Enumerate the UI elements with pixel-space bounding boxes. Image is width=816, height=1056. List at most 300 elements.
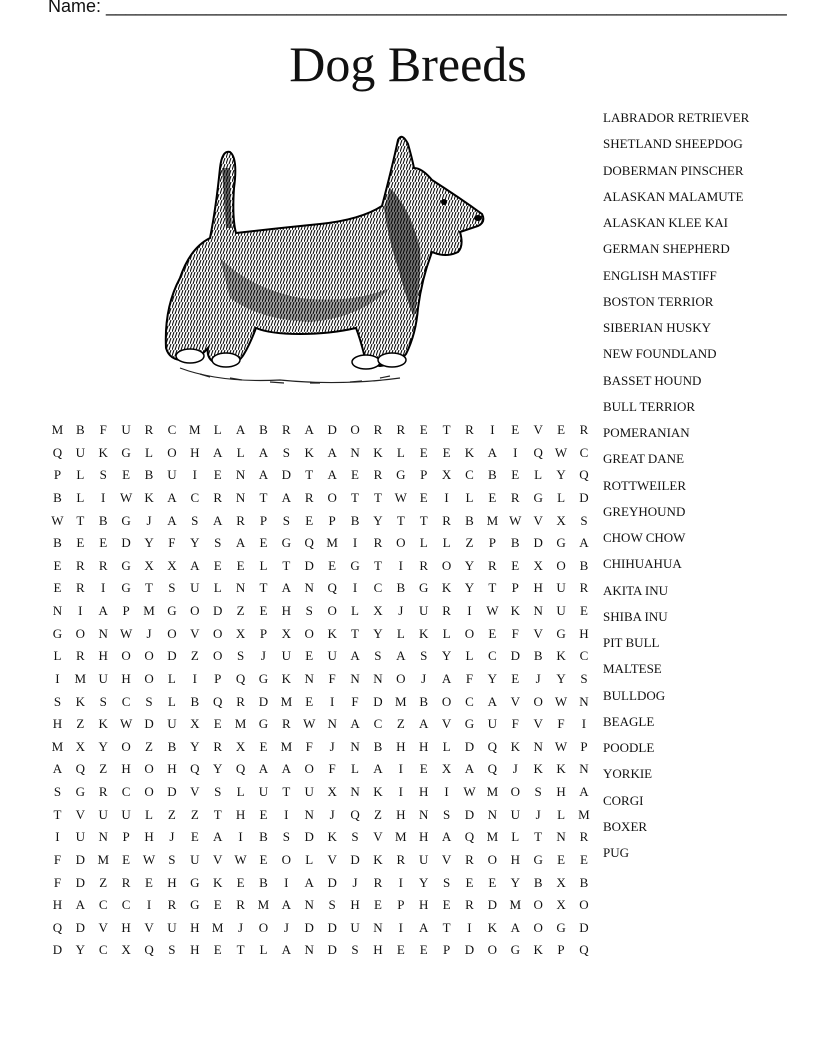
grid-letter[interactable]: R — [98, 784, 108, 799]
grid-letter[interactable]: T — [373, 489, 382, 505]
grid-letter[interactable]: H — [121, 670, 131, 686]
grid-letter[interactable]: Y — [98, 738, 108, 754]
grid-letter[interactable]: A — [396, 648, 406, 664]
grid-letter[interactable]: A — [419, 919, 429, 935]
grid-letter[interactable]: L — [396, 444, 405, 460]
grid-letter[interactable]: M — [578, 806, 590, 822]
grid-letter[interactable]: M — [97, 851, 109, 867]
grid-letter[interactable]: A — [98, 603, 108, 618]
grid-letter[interactable]: N — [556, 829, 566, 845]
grid-letter[interactable]: T — [236, 942, 245, 958]
grid-letter[interactable]: N — [350, 738, 360, 754]
grid-letter[interactable]: B — [190, 693, 200, 709]
grid-letter[interactable]: K — [373, 444, 383, 460]
grid-letter[interactable]: S — [214, 535, 222, 551]
grid-letter[interactable]: D — [464, 942, 475, 958]
grid-letter[interactable]: C — [121, 897, 131, 913]
grid-letter[interactable]: I — [238, 829, 243, 845]
grid-letter[interactable]: W — [463, 784, 476, 799]
grid-letter[interactable]: U — [258, 784, 269, 799]
grid-letter[interactable]: X — [235, 625, 246, 641]
grid-letter[interactable]: S — [282, 512, 290, 528]
grid-letter[interactable]: L — [145, 806, 153, 822]
grid-letter[interactable]: U — [556, 580, 566, 596]
grid-letter[interactable]: O — [441, 693, 452, 709]
grid-letter[interactable]: D — [167, 648, 177, 664]
grid-letter[interactable]: S — [214, 784, 222, 799]
grid-letter[interactable]: S — [236, 648, 245, 664]
grid-letter[interactable]: P — [420, 467, 428, 483]
grid-letter[interactable]: U — [75, 444, 86, 460]
grid-letter[interactable]: H — [373, 942, 383, 958]
grid-letter[interactable]: Y — [441, 648, 452, 664]
grid-letter[interactable]: I — [101, 489, 106, 505]
grid-letter[interactable]: W — [119, 489, 133, 505]
grid-letter[interactable]: X — [327, 784, 337, 799]
grid-letter[interactable]: S — [374, 648, 382, 664]
grid-letter[interactable]: H — [167, 761, 177, 777]
grid-letter[interactable]: L — [465, 648, 474, 664]
grid-letter[interactable]: R — [282, 716, 291, 732]
grid-letter[interactable]: T — [488, 580, 497, 596]
grid-letter[interactable]: E — [557, 851, 566, 867]
grid-letter[interactable]: E — [442, 444, 451, 460]
grid-letter[interactable]: Q — [350, 806, 360, 822]
grid-letter[interactable]: E — [213, 557, 222, 573]
grid-letter[interactable]: A — [327, 467, 337, 483]
grid-letter[interactable]: E — [76, 535, 85, 551]
grid-letter[interactable]: G — [556, 535, 566, 551]
grid-letter[interactable]: N — [98, 625, 108, 641]
grid-letter[interactable]: E — [419, 942, 428, 958]
grid-letter[interactable]: K — [533, 942, 543, 958]
grid-letter[interactable]: P — [122, 829, 130, 845]
grid-letter[interactable]: A — [281, 580, 292, 596]
grid-letter[interactable]: L — [396, 625, 405, 641]
grid-letter[interactable]: T — [442, 422, 451, 437]
grid-letter[interactable]: G — [510, 942, 520, 958]
grid-letter[interactable]: L — [167, 693, 176, 709]
grid-letter[interactable]: H — [190, 919, 200, 935]
grid-letter[interactable]: X — [167, 557, 177, 573]
grid-letter[interactable]: O — [281, 851, 292, 867]
grid-letter[interactable]: T — [53, 806, 62, 822]
grid-letter[interactable]: E — [53, 557, 62, 573]
grid-letter[interactable]: M — [395, 829, 407, 845]
grid-letter[interactable]: E — [511, 422, 520, 437]
grid-letter[interactable]: L — [534, 467, 543, 483]
grid-letter[interactable]: W — [554, 693, 568, 709]
grid-letter[interactable]: C — [98, 897, 108, 913]
grid-letter[interactable]: E — [213, 942, 222, 958]
grid-letter[interactable]: A — [167, 512, 177, 528]
grid-letter[interactable]: E — [53, 580, 62, 596]
grid-letter[interactable]: N — [419, 806, 429, 822]
grid-letter[interactable]: I — [444, 489, 449, 505]
grid-letter[interactable]: R — [144, 422, 154, 437]
grid-letter[interactable]: W — [509, 512, 522, 528]
grid-letter[interactable]: T — [213, 806, 222, 822]
grid-letter[interactable]: P — [442, 942, 451, 958]
grid-letter[interactable]: A — [281, 761, 292, 777]
grid-letter[interactable]: G — [556, 625, 566, 641]
grid-letter[interactable]: N — [98, 829, 108, 845]
grid-letter[interactable]: R — [76, 648, 85, 664]
grid-letter[interactable]: F — [328, 670, 336, 686]
grid-letter[interactable]: F — [53, 874, 62, 890]
grid-letter[interactable]: Z — [190, 648, 199, 664]
grid-letter[interactable]: E — [259, 535, 268, 551]
grid-letter[interactable]: G — [350, 557, 360, 573]
grid-letter[interactable]: V — [441, 716, 452, 732]
grid-letter[interactable]: G — [52, 625, 63, 641]
grid-letter[interactable]: S — [328, 897, 336, 913]
grid-letter[interactable]: I — [513, 444, 518, 460]
grid-letter[interactable]: T — [145, 580, 153, 596]
grid-letter[interactable]: A — [579, 784, 589, 799]
grid-letter[interactable]: O — [556, 557, 566, 573]
grid-letter[interactable]: L — [213, 422, 222, 437]
grid-letter[interactable]: R — [76, 580, 85, 596]
grid-letter[interactable]: R — [304, 489, 314, 505]
grid-letter[interactable]: I — [398, 919, 403, 935]
grid-letter[interactable]: W — [486, 603, 499, 618]
grid-letter[interactable]: K — [510, 603, 520, 618]
grid-letter[interactable]: I — [146, 897, 152, 913]
grid-letter[interactable]: R — [465, 897, 474, 913]
grid-letter[interactable]: M — [211, 919, 224, 935]
grid-letter[interactable]: N — [350, 444, 360, 460]
grid-letter[interactable]: M — [280, 693, 293, 709]
grid-letter[interactable]: F — [465, 670, 474, 686]
grid-letter[interactable]: N — [533, 603, 543, 618]
grid-letter[interactable]: A — [281, 489, 292, 505]
grid-letter[interactable]: K — [464, 444, 475, 460]
grid-letter[interactable]: M — [486, 784, 499, 799]
grid-letter[interactable]: B — [488, 467, 497, 483]
grid-letter[interactable]: E — [511, 467, 520, 483]
grid-letter[interactable]: H — [396, 738, 406, 754]
grid-letter[interactable]: K — [304, 444, 314, 460]
grid-letter[interactable]: N — [373, 670, 383, 686]
grid-letter[interactable]: Q — [144, 942, 154, 958]
grid-letter[interactable]: K — [487, 919, 498, 935]
grid-letter[interactable]: O — [304, 761, 314, 777]
grid-letter[interactable]: A — [167, 489, 177, 505]
grid-letter[interactable]: A — [441, 829, 452, 845]
grid-letter[interactable]: S — [420, 648, 428, 664]
grid-letter[interactable]: S — [168, 580, 176, 596]
grid-letter[interactable]: F — [168, 535, 176, 551]
grid-letter[interactable]: A — [464, 761, 475, 777]
grid-letter[interactable]: D — [350, 851, 360, 867]
grid-letter[interactable]: V — [190, 784, 200, 799]
grid-letter[interactable]: Q — [579, 942, 589, 958]
grid-letter[interactable]: R — [579, 580, 589, 596]
grid-letter[interactable]: E — [259, 603, 268, 618]
grid-letter[interactable]: R — [373, 874, 383, 890]
grid-letter[interactable]: C — [121, 784, 131, 799]
grid-letter[interactable]: A — [235, 535, 246, 551]
grid-letter[interactable]: J — [329, 738, 335, 754]
grid-letter[interactable]: V — [212, 851, 223, 867]
grid-letter[interactable]: O — [464, 625, 475, 641]
grid-letter[interactable]: R — [442, 512, 451, 528]
grid-letter[interactable]: O — [75, 625, 86, 641]
grid-letter[interactable]: G — [121, 557, 131, 573]
grid-letter[interactable]: A — [419, 716, 429, 732]
grid-letter[interactable]: B — [350, 512, 360, 528]
grid-letter[interactable]: L — [236, 784, 245, 799]
grid-letter[interactable]: A — [258, 444, 269, 460]
grid-letter[interactable]: M — [51, 422, 64, 437]
grid-letter[interactable]: M — [189, 422, 201, 437]
grid-letter[interactable]: E — [213, 897, 222, 913]
grid-letter[interactable]: V — [98, 919, 108, 935]
grid-letter[interactable]: O — [212, 648, 223, 664]
grid-letter[interactable]: D — [281, 467, 292, 483]
grid-letter[interactable]: J — [421, 670, 427, 686]
grid-letter[interactable]: Q — [533, 444, 543, 460]
grid-letter[interactable]: S — [53, 784, 62, 799]
grid-letter[interactable]: F — [351, 693, 359, 709]
grid-letter[interactable]: B — [510, 535, 520, 551]
grid-letter[interactable]: I — [55, 670, 60, 686]
grid-letter[interactable]: H — [281, 603, 292, 618]
grid-letter[interactable]: S — [145, 693, 153, 709]
grid-letter[interactable]: A — [281, 942, 292, 958]
grid-letter[interactable]: R — [488, 557, 497, 573]
grid-letter[interactable]: P — [580, 738, 588, 754]
grid-letter[interactable]: N — [350, 670, 360, 686]
grid-letter[interactable]: V — [190, 625, 200, 641]
grid-letter[interactable]: E — [213, 467, 222, 483]
grid-letter[interactable]: J — [535, 670, 541, 686]
grid-letter[interactable]: X — [235, 738, 246, 754]
grid-letter[interactable]: L — [465, 489, 474, 505]
grid-letter[interactable]: X — [190, 716, 200, 732]
grid-letter[interactable]: T — [259, 580, 268, 596]
grid-letter[interactable]: A — [212, 444, 223, 460]
grid-letter[interactable]: Q — [190, 761, 200, 777]
grid-letter[interactable]: I — [398, 874, 403, 890]
grid-letter[interactable]: C — [373, 716, 383, 732]
grid-letter[interactable]: E — [465, 874, 474, 890]
grid-letter[interactable]: R — [167, 897, 177, 913]
grid-letter[interactable]: B — [533, 874, 543, 890]
grid-letter[interactable]: U — [556, 603, 566, 618]
grid-letter[interactable]: G — [190, 874, 200, 890]
grid-letter[interactable]: T — [259, 489, 268, 505]
grid-letter[interactable]: D — [304, 919, 314, 935]
grid-letter[interactable]: E — [122, 851, 131, 867]
grid-letter[interactable]: E — [305, 693, 314, 709]
grid-letter[interactable]: L — [76, 467, 85, 483]
grid-letter[interactable]: P — [214, 670, 222, 686]
grid-letter[interactable]: Y — [190, 738, 200, 754]
grid-letter[interactable]: U — [167, 919, 177, 935]
grid-letter[interactable]: P — [259, 512, 268, 528]
grid-letter[interactable]: O — [487, 851, 498, 867]
grid-letter[interactable]: A — [373, 761, 383, 777]
grid-letter[interactable]: D — [327, 919, 337, 935]
grid-letter[interactable]: R — [579, 422, 589, 437]
grid-letter[interactable]: E — [511, 670, 520, 686]
grid-letter[interactable]: B — [144, 467, 154, 483]
grid-letter[interactable]: B — [373, 738, 383, 754]
grid-letter[interactable]: H — [419, 829, 429, 845]
grid-letter[interactable]: V — [510, 693, 520, 709]
grid-letter[interactable]: Q — [235, 761, 246, 777]
grid-letter[interactable]: I — [444, 784, 449, 799]
grid-letter[interactable]: V — [144, 919, 154, 935]
grid-letter[interactable]: K — [510, 738, 520, 754]
grid-letter[interactable]: U — [167, 467, 177, 483]
grid-letter[interactable]: Y — [556, 467, 566, 483]
grid-letter[interactable]: N — [235, 489, 246, 505]
grid-letter[interactable]: V — [373, 829, 383, 845]
grid-letter[interactable]: I — [398, 784, 403, 799]
grid-letter[interactable]: I — [192, 467, 197, 483]
grid-letter[interactable]: Y — [373, 512, 383, 528]
grid-letter[interactable]: R — [465, 851, 474, 867]
grid-letter[interactable]: Q — [235, 670, 246, 686]
grid-letter[interactable]: U — [419, 603, 429, 618]
grid-letter[interactable]: F — [557, 716, 565, 732]
grid-letter[interactable]: L — [442, 738, 451, 754]
grid-letter[interactable]: K — [556, 648, 566, 664]
grid-letter[interactable]: O — [327, 489, 337, 505]
grid-letter[interactable]: S — [282, 829, 290, 845]
grid-letter[interactable]: W — [119, 625, 133, 641]
grid-letter[interactable]: D — [212, 603, 223, 618]
grid-letter[interactable]: O — [167, 625, 177, 641]
grid-letter[interactable]: K — [373, 851, 383, 867]
grid-letter[interactable]: C — [465, 693, 474, 709]
grid-letter[interactable]: L — [351, 603, 359, 618]
grid-letter[interactable]: N — [304, 806, 314, 822]
grid-letter[interactable]: D — [167, 784, 177, 799]
grid-letter[interactable]: E — [442, 897, 451, 913]
grid-letter[interactable]: E — [259, 806, 268, 822]
grid-letter[interactable]: X — [75, 738, 86, 754]
grid-letter[interactable]: U — [327, 648, 337, 664]
grid-letter[interactable]: N — [304, 670, 314, 686]
grid-letter[interactable]: T — [282, 557, 291, 573]
grid-letter[interactable]: L — [236, 444, 245, 460]
grid-letter[interactable]: A — [487, 444, 498, 460]
grid-letter[interactable]: F — [53, 851, 62, 867]
grid-letter[interactable]: X — [556, 874, 566, 890]
grid-letter[interactable]: E — [259, 738, 268, 754]
grid-letter[interactable]: L — [259, 942, 268, 958]
grid-letter[interactable]: B — [579, 557, 589, 573]
grid-letter[interactable]: Q — [464, 829, 475, 845]
grid-letter[interactable]: D — [75, 874, 86, 890]
grid-letter[interactable]: S — [351, 829, 359, 845]
grid-letter[interactable]: R — [465, 422, 474, 437]
grid-letter[interactable]: R — [236, 512, 245, 528]
grid-letter[interactable]: S — [282, 444, 290, 460]
grid-letter[interactable]: B — [259, 422, 268, 437]
grid-letter[interactable]: O — [396, 535, 406, 551]
grid-letter[interactable]: O — [144, 648, 154, 664]
grid-letter[interactable]: C — [488, 648, 497, 664]
grid-letter[interactable]: U — [98, 670, 108, 686]
grid-letter[interactable]: E — [236, 557, 245, 573]
grid-letter[interactable]: P — [557, 942, 565, 958]
grid-letter[interactable]: H — [510, 851, 520, 867]
grid-letter[interactable]: H — [144, 829, 154, 845]
grid-letter[interactable]: G — [75, 784, 86, 799]
grid-letter[interactable]: K — [419, 625, 429, 641]
grid-letter[interactable]: G — [419, 580, 429, 596]
grid-letter[interactable]: K — [441, 580, 452, 596]
grid-letter[interactable]: Q — [579, 467, 589, 483]
grid-letter[interactable]: V — [441, 851, 452, 867]
grid-letter[interactable]: P — [488, 535, 496, 551]
grid-letter[interactable]: L — [213, 580, 222, 596]
grid-letter[interactable]: H — [419, 784, 429, 799]
grid-letter[interactable]: O — [212, 625, 223, 641]
grid-letter[interactable]: A — [327, 444, 337, 460]
grid-letter[interactable]: L — [145, 444, 153, 460]
grid-letter[interactable]: T — [396, 512, 405, 528]
grid-letter[interactable]: B — [76, 422, 85, 437]
grid-letter[interactable]: G — [258, 670, 269, 686]
grid-letter[interactable]: C — [121, 693, 131, 709]
grid-letter[interactable]: D — [75, 919, 86, 935]
grid-letter[interactable]: R — [373, 535, 383, 551]
grid-letter[interactable]: I — [78, 603, 83, 618]
grid-letter[interactable]: M — [234, 716, 247, 732]
grid-letter[interactable]: O — [441, 557, 452, 573]
grid-letter[interactable]: G — [533, 489, 543, 505]
grid-letter[interactable]: Y — [464, 557, 475, 573]
grid-letter[interactable]: X — [441, 761, 452, 777]
grid-letter[interactable]: U — [419, 851, 429, 867]
grid-letter[interactable]: X — [281, 625, 292, 641]
grid-letter[interactable]: Q — [212, 693, 223, 709]
grid-letter[interactable]: F — [99, 422, 107, 437]
grid-letter[interactable]: D — [327, 942, 337, 958]
grid-letter[interactable]: B — [53, 535, 62, 551]
grid-letter[interactable]: Z — [190, 806, 199, 822]
grid-letter[interactable]: D — [533, 535, 543, 551]
grid-letter[interactable]: D — [304, 829, 314, 845]
grid-letter[interactable]: Z — [167, 806, 176, 822]
grid-letter[interactable]: U — [75, 829, 86, 845]
grid-letter[interactable]: K — [98, 716, 108, 732]
grid-letter[interactable]: M — [51, 738, 64, 754]
grid-letter[interactable]: L — [351, 761, 359, 777]
grid-letter[interactable]: K — [327, 625, 337, 641]
grid-letter[interactable]: D — [121, 535, 131, 551]
grid-letter[interactable]: L — [53, 648, 62, 664]
grid-letter[interactable]: H — [190, 942, 200, 958]
grid-letter[interactable]: Z — [465, 535, 474, 551]
grid-letter[interactable]: M — [257, 897, 270, 913]
grid-letter[interactable]: N — [304, 942, 314, 958]
grid-letter[interactable]: O — [510, 784, 520, 799]
grid-letter[interactable]: H — [52, 716, 63, 732]
grid-letter[interactable]: E — [122, 467, 131, 483]
grid-letter[interactable]: O — [533, 897, 543, 913]
grid-letter[interactable]: I — [490, 422, 495, 437]
grid-letter[interactable]: X — [556, 897, 566, 913]
grid-letter[interactable]: Q — [327, 580, 337, 596]
grid-letter[interactable]: O — [533, 693, 543, 709]
